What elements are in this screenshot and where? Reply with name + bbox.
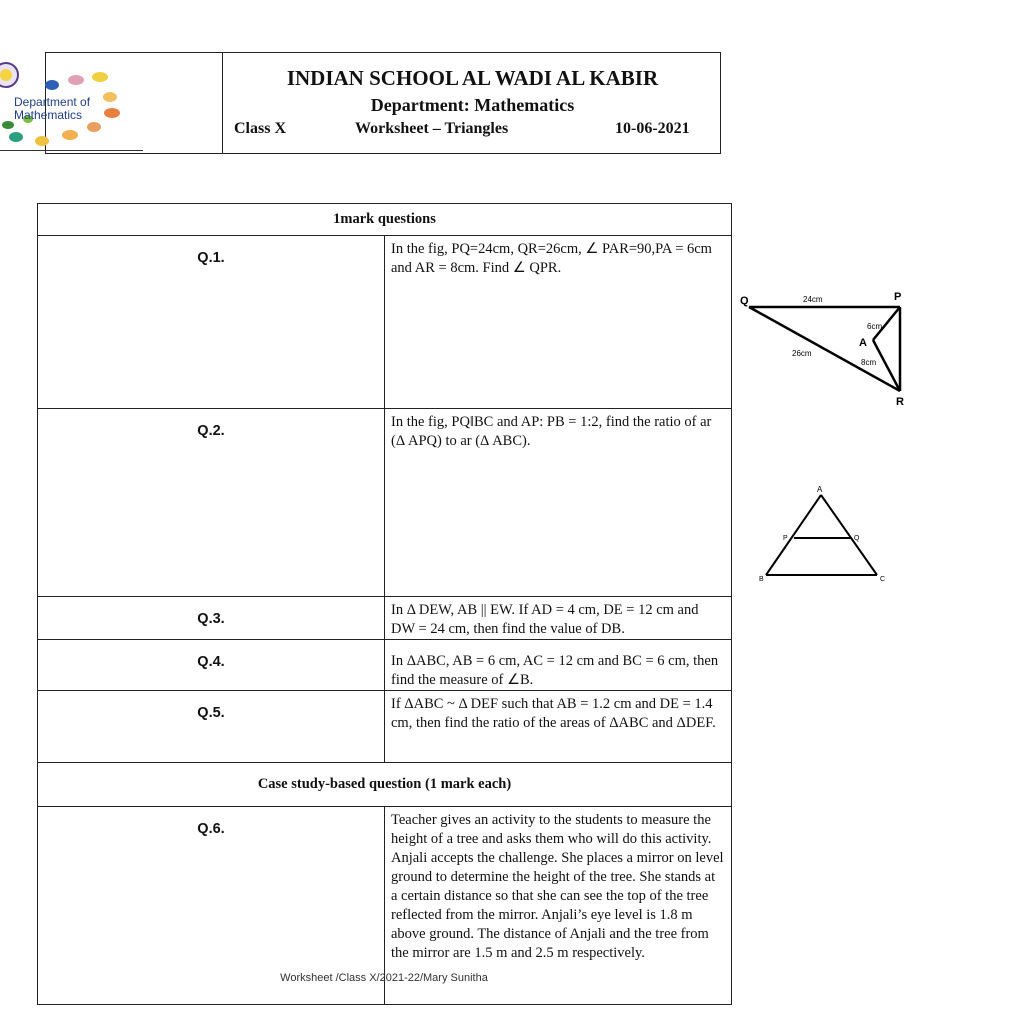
fig2-label-q: Q [854,535,860,542]
question-text: Teacher gives an activity to the students to measure the height of a tree and asks them who will do this activity. Anjali accepts the challenge. She places a mirror on level ground to determine the height of the tree. She stands at a certain distance so that she can see the top of the tree reflected from the mirror. Anjali’s eye level is 1.8 m above ground. The distance of Anjali and the tree from the mirror are 1.5 m and 2.5 m respectively. [385,807,732,1005]
section1-title: 1mark questions [38,204,732,236]
question-text: In ΔABC, AB = 6 cm, AC = 12 cm and BC = 6 cm, then find the measure of ∠B. [385,640,732,691]
fig1-label-r: R [896,396,904,408]
logo-text-line2: Mathematics [14,108,83,122]
question-text: In the fig, PQ=24cm, QR=26cm, ∠ PAR=90,PA = 6cm and AR = 8cm. Find ∠ QPR. [391,241,712,276]
fig1-len-pa: 6cm [867,322,883,331]
question-text: In Δ DEW, AB || EW. If AD = 4 cm, DE = 12 cm and DW = 24 cm, then find the value of DB. [385,597,732,640]
question-number [38,691,385,763]
question-row [38,409,732,597]
worksheet-title: Worksheet – Triangles [355,120,509,137]
question-text: In the fig, PQ‖BC and AP: PB = 1:2, find the ratio of ar (Δ APQ) to ar (Δ ABC). [391,414,712,449]
logo-text-line1: Department of [14,95,91,109]
question-number-label: Q.6. [197,821,225,837]
question-row [38,691,732,763]
question-row [38,640,732,691]
page-footer: Worksheet /Class X/2021-22/Mary Sunitha [280,972,488,984]
section-row [38,204,732,236]
fig2-label-a: A [817,485,823,494]
section-row [38,763,732,807]
fig1-label-a: A [859,337,867,349]
class-label: Class X [234,120,287,137]
school-name: INDIAN SCHOOL AL WADI AL KABIR [286,66,659,90]
question-number [38,597,385,640]
section2-title: Case study-based question (1 mark each) [38,763,732,807]
figure-2 [391,451,886,596]
question-row [38,597,732,640]
question-text: If ΔABC ~ Δ DEF such that AB = 1.2 cm and DE = 1.4 cm, then find the ratio of the areas of ΔABC and ΔDEF. [385,691,732,763]
fig1-len-ar: 8cm [861,358,877,367]
fig2-label-c: C [880,576,886,583]
question-number-label: Q.3. [197,611,225,627]
fig2-label-p: P [783,535,788,542]
question-number-label: Q.1. [197,250,225,266]
worksheet-date: 10-06-2021 [615,120,690,137]
question-number-label: Q.4. [197,654,225,670]
fig2-label-b: B [759,576,764,583]
fig1-len-qr: 26cm [792,349,812,358]
question-number [38,236,385,409]
fig1-len-pq: 24cm [803,295,823,304]
department-title: Department: Mathematics [370,95,575,115]
question-number-label: Q.5. [197,705,225,721]
fig1-label-p: P [894,291,902,303]
question-cell [385,409,886,597]
questions-table [37,203,904,1005]
question-number-label: Q.2. [197,423,225,439]
triangle-figure-2 [391,451,1023,596]
fig1-label-q: Q [740,295,749,307]
figure-1 [391,278,904,408]
question-row [38,236,732,409]
header-divider [222,52,223,154]
question-cell [385,236,904,409]
question-number [38,640,385,691]
question-number [38,409,385,597]
triangle-figure-1 [391,278,1023,408]
logo-underline [0,150,143,151]
